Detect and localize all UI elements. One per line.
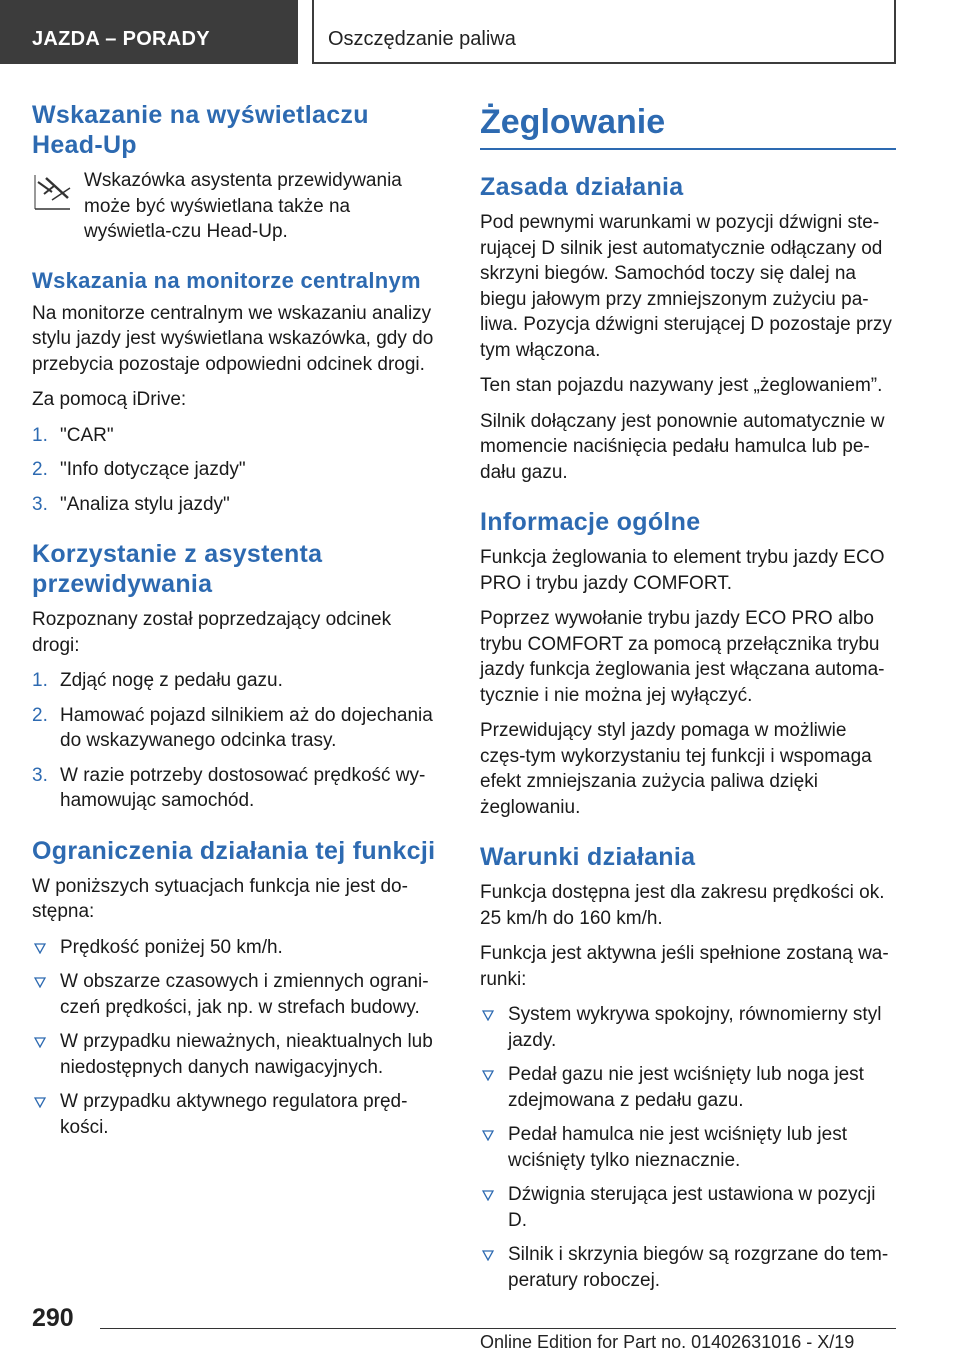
- conditions-list: [480, 1002, 896, 1293]
- page-header: [0, 0, 960, 66]
- triangle-bullet-icon: [482, 1250, 494, 1261]
- limits-intro: W poniższych sytuacjach funkcja nie jest do-stępna:: [32, 875, 408, 922]
- step-number: 3.: [32, 493, 48, 515]
- use-steps-list: [32, 668, 442, 814]
- step-number: 2.: [32, 704, 48, 726]
- step-number: 1.: [32, 424, 48, 446]
- list-item: [480, 1002, 896, 1053]
- step-text: Zdjąć nogę z pedału gazu.: [60, 670, 283, 691]
- left-column: [32, 100, 442, 1150]
- principle-paragraph-1: Pod pewnymi warunkami w pozycji dźwigni ste-rującej D silnik jest automatycznie odłączany od skrzyni biegów. Samochód toczy się dalej na biegu jałowym przy zmniejszonym zużyciu pa-liwa. Pozycja dźwigni sterującej D pozostaje przy tym włączona.: [480, 212, 892, 361]
- bullet-text: Dźwignia sterująca jest ustawiona w pozycji D.: [508, 1184, 876, 1231]
- list-item: [32, 423, 442, 449]
- list-item: [480, 1122, 896, 1173]
- step-number: 3.: [32, 764, 48, 786]
- triangle-bullet-icon: [482, 1010, 494, 1021]
- edition-text: Online Edition for Part no. 01402631016 - X/19: [480, 1332, 855, 1352]
- cid-heading: Wskazania na monitorze centralnym: [32, 267, 421, 293]
- page-footer: [0, 1296, 960, 1362]
- list-item: [32, 703, 442, 754]
- limits-list: [32, 935, 442, 1141]
- list-item: [480, 1242, 896, 1293]
- step-text: "Analiza stylu jazdy": [60, 493, 230, 515]
- bullet-text: Prędkość poniżej 50 km/h.: [60, 936, 283, 958]
- general-paragraph-3: Przewidujący styl jazdy pomaga w możliwie częs-tym wykorzystaniu tej funkcji i wspomaga efekt zmniejszania zużycia paliwa dzięki żeglowaniu.: [480, 720, 872, 818]
- conditions-paragraph-2: Funkcja jest aktywna jeśli spełnione zostaną wa-runki:: [480, 943, 889, 990]
- use-heading: Korzystanie z asystenta przewidywania: [32, 540, 323, 598]
- topic-label: Oszczędzanie paliwa: [312, 0, 896, 64]
- triangle-bullet-icon: [34, 1037, 46, 1048]
- main-title: Żeglowanie: [480, 100, 896, 150]
- step-number: 2.: [32, 459, 48, 480]
- triangle-bullet-icon: [34, 943, 46, 954]
- page-number: 290: [32, 1304, 74, 1332]
- general-heading: Informacje ogólne: [480, 508, 701, 536]
- triangle-bullet-icon: [482, 1070, 494, 1081]
- general-paragraph-1: Funkcja żeglowania to element trybu jazdy ECO PRO i trybu jazdy COMFORT.: [480, 547, 885, 594]
- step-number: 1.: [32, 670, 48, 691]
- note-pen-icon: [32, 172, 72, 212]
- list-item: [480, 1182, 896, 1233]
- list-item: [32, 935, 442, 961]
- list-item: [32, 969, 442, 1020]
- idrive-steps-list: [32, 423, 442, 518]
- list-item: [32, 457, 442, 483]
- footer-divider: [100, 1328, 896, 1329]
- step-text: W razie potrzeby dostosować prędkość wy-hamowując samochód.: [60, 764, 426, 811]
- list-item: [480, 1062, 896, 1113]
- bullet-text: W obszarze czasowych i zmiennych ograni-czeń prędkości, jak np. w strefach budowy.: [60, 971, 429, 1018]
- hud-note: [32, 168, 442, 245]
- list-item: [32, 763, 442, 814]
- list-item: [32, 1089, 442, 1140]
- cid-paragraph: Na monitorze centralnym we wskazaniu analizy stylu jazdy jest wyświetlana wskazówka, gdy do przebycia pozostaje odpowiedni odcinek drogi.: [32, 302, 434, 375]
- bullet-text: W przypadku nieważnych, nieaktualnych lub niedostępnych danych nawigacyjnych.: [60, 1031, 433, 1078]
- triangle-bullet-icon: [482, 1130, 494, 1141]
- conditions-paragraph-1: Funkcja dostępna jest dla zakresu prędkości ok. 25 km/h do 160 km/h.: [480, 882, 885, 929]
- hud-heading: Wskazanie na wyświetlaczu Head-Up: [32, 101, 369, 159]
- triangle-bullet-icon: [482, 1190, 494, 1201]
- principle-heading: Zasada działania: [480, 173, 684, 201]
- step-text: "Info dotyczące jazdy": [60, 459, 246, 480]
- bullet-text: Silnik i skrzynia biegów są rozgrzane do tem-peratury roboczej.: [508, 1244, 889, 1291]
- hud-note-text: Wskazówka asystenta przewidywania może być wyświetlana także na wyświetla-czu Head-Up.: [84, 170, 402, 242]
- bullet-text: Pedał gazu nie jest wciśnięty lub noga jest zdejmowana z pedału gazu.: [508, 1064, 864, 1111]
- principle-paragraph-3: Silnik dołączany jest ponownie automatycznie w momencie naciśnięcia pedału hamulca lub pe-dału gazu.: [480, 410, 885, 483]
- step-text: Hamować pojazd silnikiem aż do dojechania do wskazywanego odcinka trasy.: [60, 704, 433, 751]
- triangle-bullet-icon: [34, 977, 46, 988]
- list-item: [32, 492, 442, 518]
- right-column: [480, 100, 896, 1303]
- list-item: [32, 668, 442, 694]
- general-paragraph-2: Poprzez wywołanie trybu jazdy ECO PRO albo trybu COMFORT za pomocą przełącznika trybu jazdy funkcja żeglowania jest włączana automa-tycznie i nie można jej wyłączyć.: [480, 608, 885, 706]
- bullet-text: W przypadku aktywnego regulatora pręd-kości.: [60, 1091, 408, 1138]
- conditions-heading: Warunki działania: [480, 843, 696, 871]
- list-item: [32, 1029, 442, 1080]
- bullet-text: System wykrywa spokojny, równomierny styl jazdy.: [508, 1004, 882, 1051]
- bullet-text: Pedał hamulca nie jest wciśnięty lub jest wciśnięty tylko nieznacznie.: [508, 1124, 848, 1171]
- limits-heading: Ograniczenia działania tej funkcji: [32, 836, 436, 865]
- principle-paragraph-2: Ten stan pojazdu nazywany jest „żeglowaniem”.: [480, 375, 883, 396]
- step-text: "CAR": [60, 424, 114, 446]
- use-intro: Rozpoznany został poprzedzający odcinek drogi:: [32, 609, 392, 656]
- triangle-bullet-icon: [34, 1097, 46, 1108]
- section-label: JAZDA – PORADY: [0, 0, 298, 64]
- idrive-intro: Za pomocą iDrive:: [32, 389, 187, 410]
